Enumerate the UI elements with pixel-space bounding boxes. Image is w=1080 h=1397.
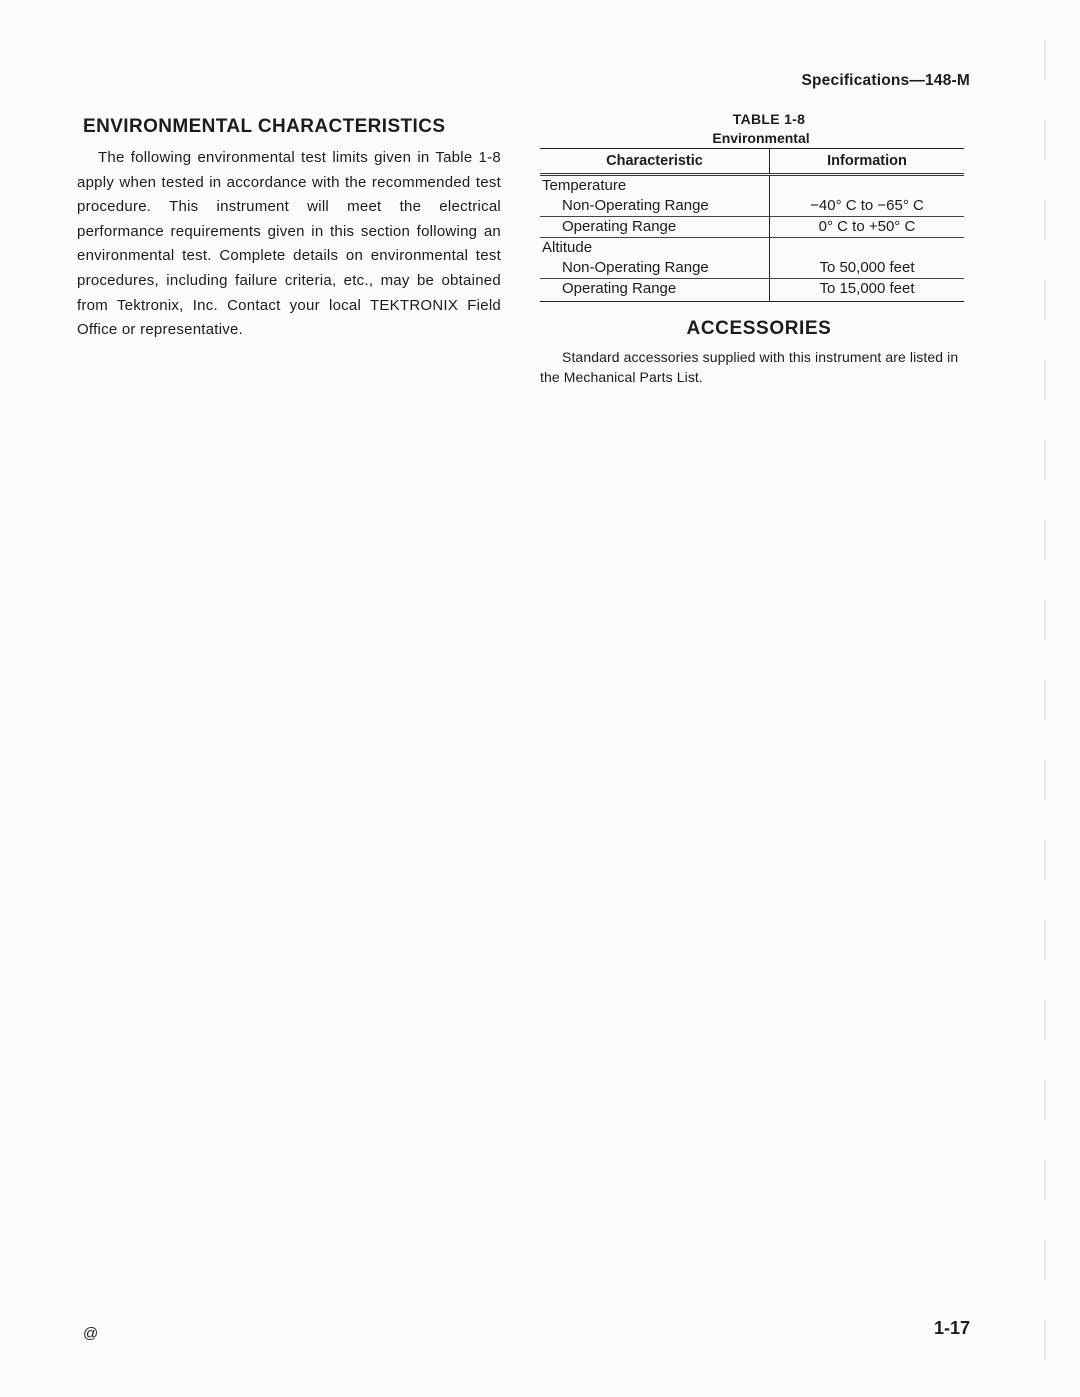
running-header: Specifications—148-M — [801, 72, 970, 89]
information-cell: To 15,000 feet — [770, 279, 965, 300]
scan-edge-artifact — [1044, 40, 1046, 1370]
information-cell: To 50,000 feet — [770, 258, 965, 279]
characteristic-cell: Non-Operating Range — [540, 258, 770, 279]
table-group-row — [540, 238, 964, 259]
accessories-heading: ACCESSORIES — [686, 318, 832, 339]
characteristic-cell: Non-Operating Range — [540, 196, 770, 217]
footer-symbol: @ — [83, 1325, 99, 1342]
spacer-cell — [770, 299, 965, 302]
group-label: Altitude — [542, 239, 593, 256]
table-number: TABLE 1-8 — [732, 111, 806, 127]
table-row — [540, 196, 964, 217]
information-cell: −40° C to −65° C — [770, 196, 965, 217]
characteristic-cell: Operating Range — [540, 217, 770, 238]
environmental-paragraph: The following environmental test limits given in Table 1-8 apply when tested in accordance with the recommended test procedure. This instrument will meet the electrical performance requirements given in this section following an environmental test. Complete details on environmental test procedures, including failure criteria, etc., may be obtained from Tektronix, Inc. Contact your local TEKTRONIX Field Office or representative. — [77, 149, 501, 339]
group-label: Temperature — [542, 177, 627, 194]
environmental-section — [77, 112, 501, 343]
table-group-row — [540, 175, 964, 197]
spacer-cell — [540, 299, 770, 302]
empty-cell — [770, 175, 965, 197]
right-column — [540, 110, 966, 387]
header-information: Information — [770, 149, 965, 175]
header-characteristic: Characteristic — [540, 149, 770, 175]
table-row — [540, 258, 964, 279]
accessories-paragraph: Standard accessories supplied with this instrument are listed in the Mechanical Parts List. — [540, 349, 959, 385]
information-cell: 0° C to +50° C — [770, 217, 965, 238]
table-header-row — [540, 149, 964, 175]
empty-cell — [770, 238, 965, 259]
table-row — [540, 279, 964, 300]
table-row — [540, 217, 964, 238]
environmental-table — [540, 148, 964, 302]
table-title: Environmental — [712, 130, 810, 146]
page-number: 1-17 — [933, 1318, 970, 1338]
table-spacer — [540, 299, 964, 302]
environmental-heading: ENVIRONMENTAL CHARACTERISTICS — [83, 116, 446, 137]
characteristic-cell: Operating Range — [562, 280, 677, 297]
